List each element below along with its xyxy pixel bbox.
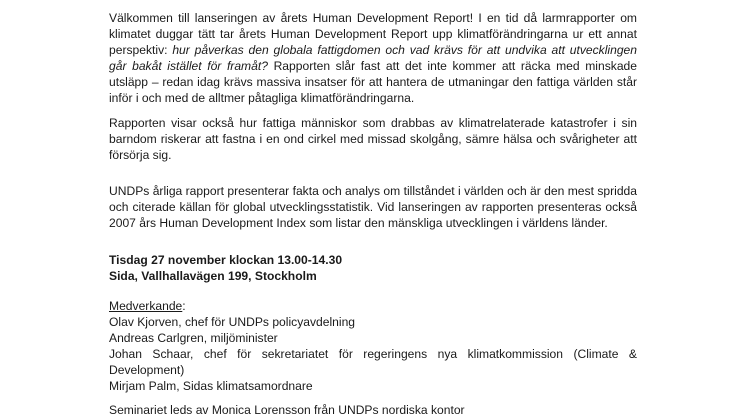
participant-item: Andreas Carlgren, miljöminister xyxy=(109,331,278,345)
participants-heading: Medverkande xyxy=(109,299,183,313)
intro-question: hur påverkas den globala fattigdomen och vad krävs för att undvika att utvecklingen går bakåt istället för framåt? xyxy=(109,43,637,73)
intro-text-start: Välkommen till lanseringen av årets Human Development Report! I en tid då larmrapporter om klimatet duggar tätt tar årets Human Development Report upp klimatförändringarna ur ett annat perspektiv: xyxy=(109,11,637,57)
intro-paragraph xyxy=(109,10,637,106)
event-datetime: Tisdag 27 november klockan 13.00-14.30 xyxy=(109,253,343,267)
moderator-line: Seminariet leds av Monica Lorensson från UNDPs nordiska kontor xyxy=(109,403,465,417)
event-details xyxy=(109,252,637,284)
participant-item: Johan Schaar, chef för sekretariatet för regeringens nya klimatkommission (Climate & Development) xyxy=(109,347,637,377)
participant-item: Mirjam Palm, Sidas klimatsamordnare xyxy=(109,379,313,393)
participants-heading-colon: : xyxy=(182,299,186,313)
report-description-paragraph: UNDPs årliga rapport presenterar fakta och analys om tillståndet i världen och är den mest spridda och citerade källan för global utvecklingsstatistik. Vid lanseringen av rapporten presenteras också 2007 års Human Development Index som listar den mänskliga utvecklingen i världens länder. xyxy=(109,184,637,230)
participants-heading-line xyxy=(109,298,637,314)
event-location: Sida, Vallhallavägen 199, Stockholm xyxy=(109,269,317,283)
participants-section xyxy=(109,298,637,394)
intro-text-end: Rapporten slår fast att det inte kommer att räcka med minskade utsläpp – redan idag krävs massiva insatser för att hantera de utmaningar den fattiga världen står inför i och med de alltmer påtagliga klimatförändringarna. xyxy=(109,59,637,105)
consequences-paragraph: Rapporten visar också hur fattiga människor som drabbas av klimatrelaterade katastrofer i sin barndom riskerar att fastna i en ond cirkel med missad skolgång, sämre hälsa och svårigheter att försörja sig. xyxy=(109,116,637,162)
participant-item: Olav Kjorven, chef för UNDPs policyavdelning xyxy=(109,315,356,329)
